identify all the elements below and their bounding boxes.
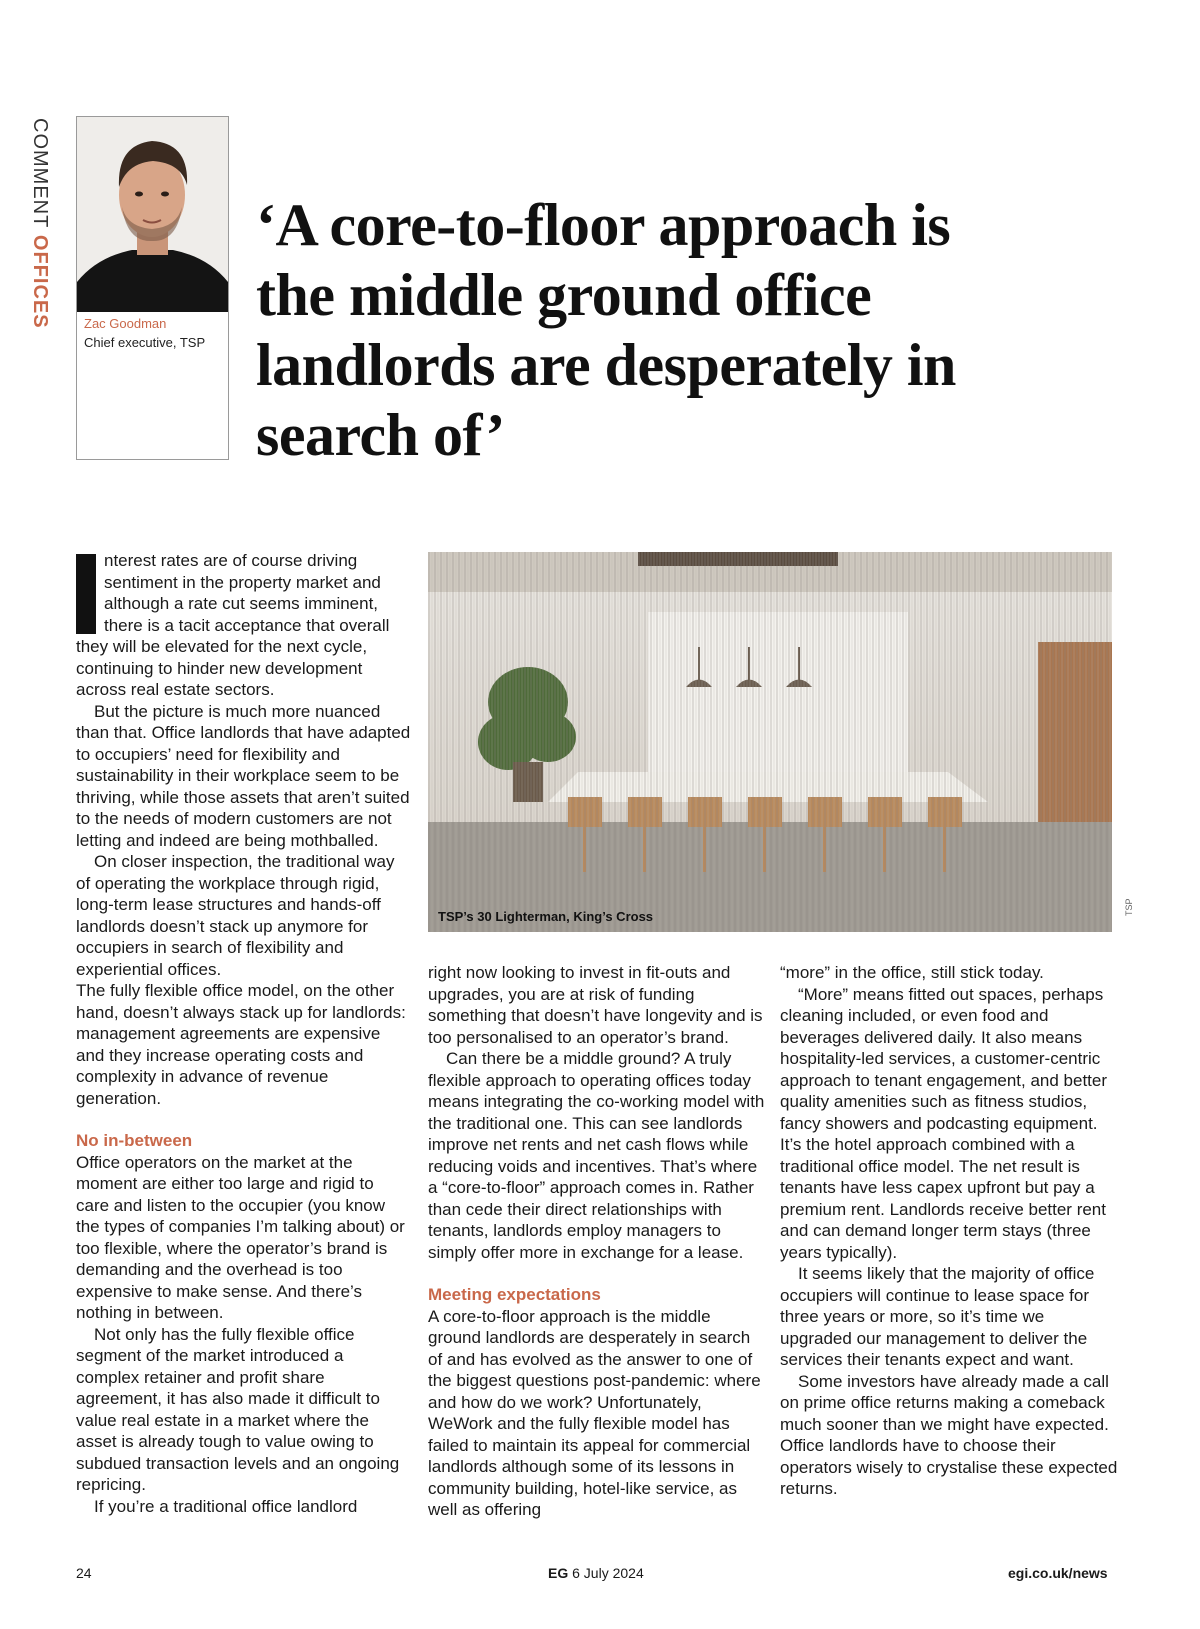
- page-number: 24: [76, 1565, 92, 1581]
- subheading: Meeting expectations: [428, 1285, 601, 1304]
- headline: ‘A core-to-floor approach is the middle ground office landlords are desperately in search of’: [256, 192, 956, 468]
- author-role: Chief executive, TSP: [84, 335, 206, 350]
- paragraph: If you’re a traditional office landlord: [94, 1496, 358, 1516]
- paragraph: “More” means fitted out spaces, perhaps cleaning included, or even food and beverages delivered daily. It also means hospitality-led services, a customer-centric approach to tenant engagement, and better quality amenities such as fitness studios, fancy showers and podcasting equipment. It’s the hotel approach combined with a traditional office model. The net result is tenants have less capex upfront but pay a premium rent. Landlords receive better rent and can demand longer term stays (three years typically).: [780, 984, 1108, 1262]
- publication-url[interactable]: egi.co.uk/news: [1008, 1565, 1108, 1581]
- publication-info: [548, 1565, 644, 1581]
- publication-name: EG: [548, 1565, 569, 1581]
- photo-credit: TSP: [1124, 898, 1134, 916]
- paragraph: Not only has the fully flexible office segment of the market introduced a complex retainer and profit share agreement, it has also made it difficult to value real estate in a market where the asset is already tough to value owing to subdued transaction levels and an ongoing repricing.: [76, 1324, 400, 1494]
- author-name: Zac Goodman: [84, 316, 167, 331]
- article-photo: [428, 552, 1112, 932]
- article-column-1: [76, 550, 411, 1517]
- subheading: No in-between: [76, 1131, 193, 1150]
- paragraph: It seems likely that the majority of office occupiers will continue to lease space for three years or more, so it’s time we upgraded our management to deliver the services their tenants expect and want.: [780, 1264, 1095, 1369]
- dropcap: [76, 554, 96, 634]
- paragraph: On closer inspection, the traditional way of operating the workplace through rigid, long-term lease structures and hands-off landlords doesn’t stack up anymore for occupiers in search of flexibility and experiential offices.: [76, 852, 395, 979]
- paragraph: Can there be a middle ground? A truly flexible approach to operating offices today means integrating the co-working model with the traditional one. This can see landlords improve net rents and net cash flows while reducing voids and incentives. That’s where a “core-to-floor” approach comes in. Rather than cede their direct relationships with tenants, landlords employ managers to simply offer more in exchange for a lease.: [428, 1049, 765, 1262]
- author-box: [76, 116, 229, 460]
- section-tag: [28, 118, 51, 329]
- paragraph: right now looking to invest in fit-outs and upgrades, you are at risk of funding something that doesn’t have longevity and is too personalised to an operator’s brand.: [428, 963, 763, 1047]
- author-photo: [77, 117, 228, 312]
- paragraph: Office operators on the market at the moment are either too large and rigid to care and listen to the occupier (you know the types of companies I’m talking about) or too flexible, where the operator’s brand is demanding and the overhead is too expensive to make sense. And there’s nothing in between.: [76, 1152, 405, 1322]
- paragraph-text: nterest rates are of course driving sentiment in the property market and although a rate cut seems imminent, there is a tacit acceptance that overall they will be elevated for the next cycle, continuing to hinder new development across real estate sectors.: [76, 551, 390, 699]
- paragraph: “more” in the office, still stick today.: [780, 963, 1044, 982]
- photo-caption: TSP’s 30 Lighterman, King’s Cross: [438, 909, 654, 924]
- article-column-3: [780, 962, 1120, 1500]
- article-column-2: [428, 962, 766, 1521]
- section-label: COMMENT: [29, 118, 51, 229]
- office-meeting-room-image: [428, 552, 1112, 932]
- paragraph: [76, 550, 411, 701]
- paragraph: The fully flexible office model, on the other hand, doesn’t always stack up for landlords: management agreements are expensive and they increase operating costs and complexity in advance of revenue generation.: [76, 981, 406, 1108]
- author-portrait-image: [77, 117, 228, 312]
- paragraph: Some investors have already made a call on prime office returns making a comeback much sooner than we might have expected. Office landlords have to choose their operators wisely to crystalise these expected returns.: [780, 1371, 1118, 1498]
- publication-date: 6 July 2024: [572, 1565, 644, 1581]
- paragraph: But the picture is much more nuanced than that. Office landlords that have adapted to occupiers’ need for flexibility and sustainability in their workplace seem to be thriving, while those assets that aren’t suited to the needs of modern customers are not letting and indeed are being mothballed.: [76, 701, 411, 850]
- paragraph: A core-to-floor approach is the middle ground landlords are desperately in search of and has evolved as the answer to one of the biggest questions post-pandemic: where and how do we work? Unfortunately, WeWork and the fully flexible model has failed to maintain its appeal for commercial landlords although some of its lessons in community building, hotel-like service, as well as offering: [428, 1306, 761, 1519]
- section-accent: OFFICES: [29, 234, 51, 329]
